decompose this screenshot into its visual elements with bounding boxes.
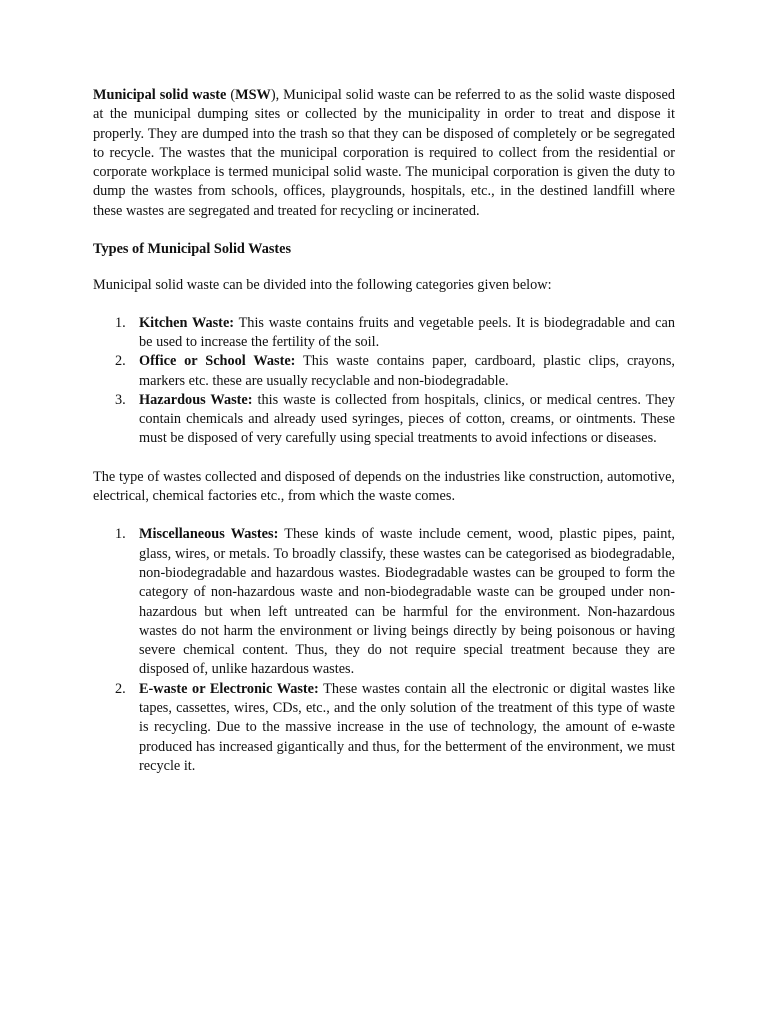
- list-item-text: this waste is collected from hospitals, clinics, or medical centres. They contain chemicals and already used syringes, pieces of cotton, creams, or ointments. These must be disposed of very carefully using special treatments to avoid infections or diseases.: [139, 391, 675, 447]
- list-item: [93, 391, 675, 449]
- list-item-text: This waste contains paper, cardboard, plastic clips, crayons, markers etc. these are usually recyclable and non-biodegradable.: [139, 353, 675, 389]
- document-page: [93, 86, 675, 776]
- lead-paragraph: Municipal solid waste can be divided into the following categories given below:: [93, 277, 552, 294]
- intro-term: Municipal solid waste: [93, 87, 227, 103]
- list-item-text: This waste contains fruits and vegetable peels. It is biodegradable and can be used to increase the fertility of the soil.: [139, 314, 675, 350]
- list-number: 1.: [115, 314, 126, 331]
- list-number: 3.: [115, 391, 126, 408]
- list-item-title: Office or School Waste:: [139, 353, 296, 370]
- list-item-text: These kinds of waste include cement, wood, plastic pipes, paint, glass, wires, or metals. To broadly classify, these wastes can be categorised as biodegradable, non-biodegradable and hazardous wastes. Biodegradable wastes can be grouped to form the category of non-hazardous waste and non-biodegradable waste can be grouped under non-hazardous but when left untreated can be harmful for the environment. Non-hazardous wastes do not harm the environment or living beings directly by being poisonous or having severe chemical content. Thus, they do not require special treatment because they are disposed of, unlike hazardous wastes.: [139, 526, 675, 678]
- list-number: 2.: [115, 680, 126, 697]
- intro-abbr: MSW: [235, 87, 271, 103]
- list-item-text: These wastes contain all the electronic or digital wastes like tapes, cassettes, wires, CDs, etc., and the only solution of the treatment of this type of waste is recycling. Due to the massive increase in the use of technology, the amount of e-waste produced has increased gigantically and thus, for the betterment of the environment, we must recycle it.: [139, 680, 675, 774]
- categories-list: [93, 314, 675, 449]
- list-item: [93, 314, 675, 353]
- industry-waste-list: [93, 525, 675, 776]
- list-item-title: Kitchen Waste:: [139, 314, 235, 331]
- list-item: [93, 525, 675, 679]
- intro-paragraph: [93, 86, 675, 221]
- industries-paragraph: The type of wastes collected and disposed of depends on the industries like construction, automotive, electrical, chemical factories etc., from which the waste comes.: [93, 468, 675, 505]
- list-item-title: E-waste or Electronic Waste:: [139, 680, 319, 697]
- list-item: [93, 680, 675, 776]
- list-number: 2.: [115, 353, 126, 370]
- section-heading: Types of Municipal Solid Wastes: [93, 241, 292, 258]
- list-item: [93, 352, 675, 391]
- intro-open-paren: (: [226, 87, 236, 103]
- list-item-title: Miscellaneous Wastes:: [139, 526, 279, 543]
- intro-text: ), Municipal solid waste can be referred to as the solid waste disposed at the municipal dumping sites or collected by the municipality in order to treat and dispose it properly. They are dumped into the trash so that they can be disposed of completely or be segregated to recycle. The wastes that the municipal corporation is required to collect from the residential or corporate workplace is termed municipal solid waste. The municipal corporation is given the duty to dump the wastes from schools, offices, playgrounds, hospitals, etc., in the destined landfill where these wastes are segregated and treated for recycling or incinerated.: [93, 87, 675, 219]
- list-item-title: Hazardous Waste:: [139, 391, 253, 408]
- list-number: 1.: [115, 526, 126, 543]
